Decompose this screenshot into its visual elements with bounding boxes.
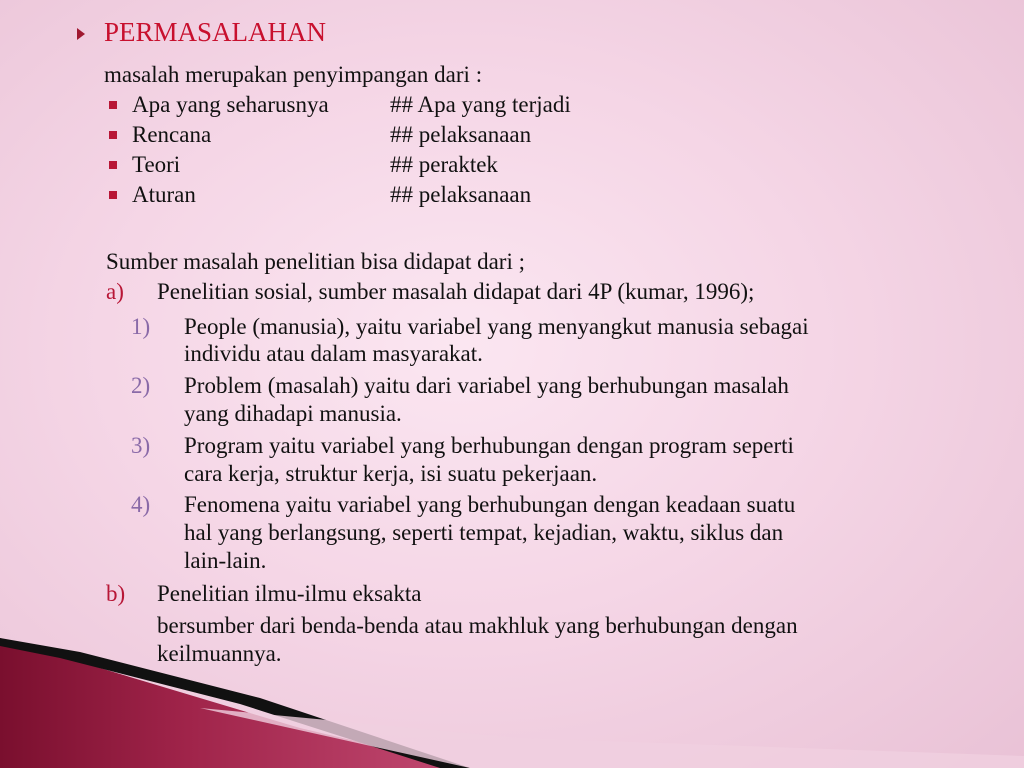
comparison-right: ## Apa yang terjadi bbox=[390, 92, 571, 117]
list-number: 2) bbox=[131, 373, 151, 398]
list-number: 1) bbox=[131, 314, 151, 339]
footer-decoration bbox=[0, 638, 1024, 768]
list-item-line: individu atau dalam masyarakat. bbox=[184, 341, 483, 366]
sumber-heading: Sumber masalah penelitian bisa didapat dari ; bbox=[106, 249, 525, 274]
comparison-left: Apa yang seharusnya bbox=[132, 92, 329, 117]
comparison-right: ## pelaksanaan bbox=[390, 122, 532, 147]
intro-text: masalah merupakan penyimpangan dari : bbox=[104, 62, 483, 87]
list-b-line: bersumber dari benda-benda atau makhluk yang berhubungan dengan bbox=[157, 613, 798, 638]
square-bullet-icon bbox=[109, 161, 117, 169]
list-item-line: Problem (masalah) yaitu dari variabel yang berhubungan masalah bbox=[184, 373, 789, 398]
list-item-line: lain-lain. bbox=[184, 548, 267, 573]
square-bullet-icon bbox=[109, 191, 117, 199]
list-a-text: Penelitian sosial, sumber masalah didapat dari 4P (kumar, 1996); bbox=[157, 279, 755, 304]
comparison-left: Rencana bbox=[132, 122, 212, 147]
slide-title: PERMASALAHAN bbox=[104, 17, 327, 47]
list-item-line: cara kerja, struktur kerja, isi suatu pekerjaan. bbox=[184, 461, 598, 486]
list-b-text: Penelitian ilmu-ilmu eksakta bbox=[157, 581, 422, 606]
square-bullet-icon bbox=[109, 101, 117, 109]
square-bullet-icon bbox=[109, 131, 117, 139]
title-arrow-icon bbox=[77, 28, 85, 40]
list-marker-b: b) bbox=[106, 581, 126, 606]
list-b-line: keilmuannya. bbox=[157, 641, 282, 666]
list-item-line: People (manusia), yaitu variabel yang menyangkut manusia sebagai bbox=[184, 314, 809, 339]
list-item-line: hal yang berlangsung, seperti tempat, kejadian, waktu, siklus dan bbox=[184, 520, 784, 545]
list-number: 4) bbox=[131, 492, 151, 517]
comparison-left: Teori bbox=[132, 152, 181, 177]
comparison-right: ## peraktek bbox=[390, 152, 498, 177]
comparison-right: ## pelaksanaan bbox=[390, 182, 532, 207]
list-number: 3) bbox=[131, 433, 151, 458]
list-item-line: Program yaitu variabel yang berhubungan dengan program seperti bbox=[184, 433, 794, 458]
comparison-left: Aturan bbox=[132, 182, 196, 207]
list-item-line: yang dihadapi manusia. bbox=[184, 401, 402, 426]
list-item-line: Fenomena yaitu variabel yang berhubungan dengan keadaan suatu bbox=[184, 492, 796, 517]
list-marker-a: a) bbox=[106, 279, 124, 304]
